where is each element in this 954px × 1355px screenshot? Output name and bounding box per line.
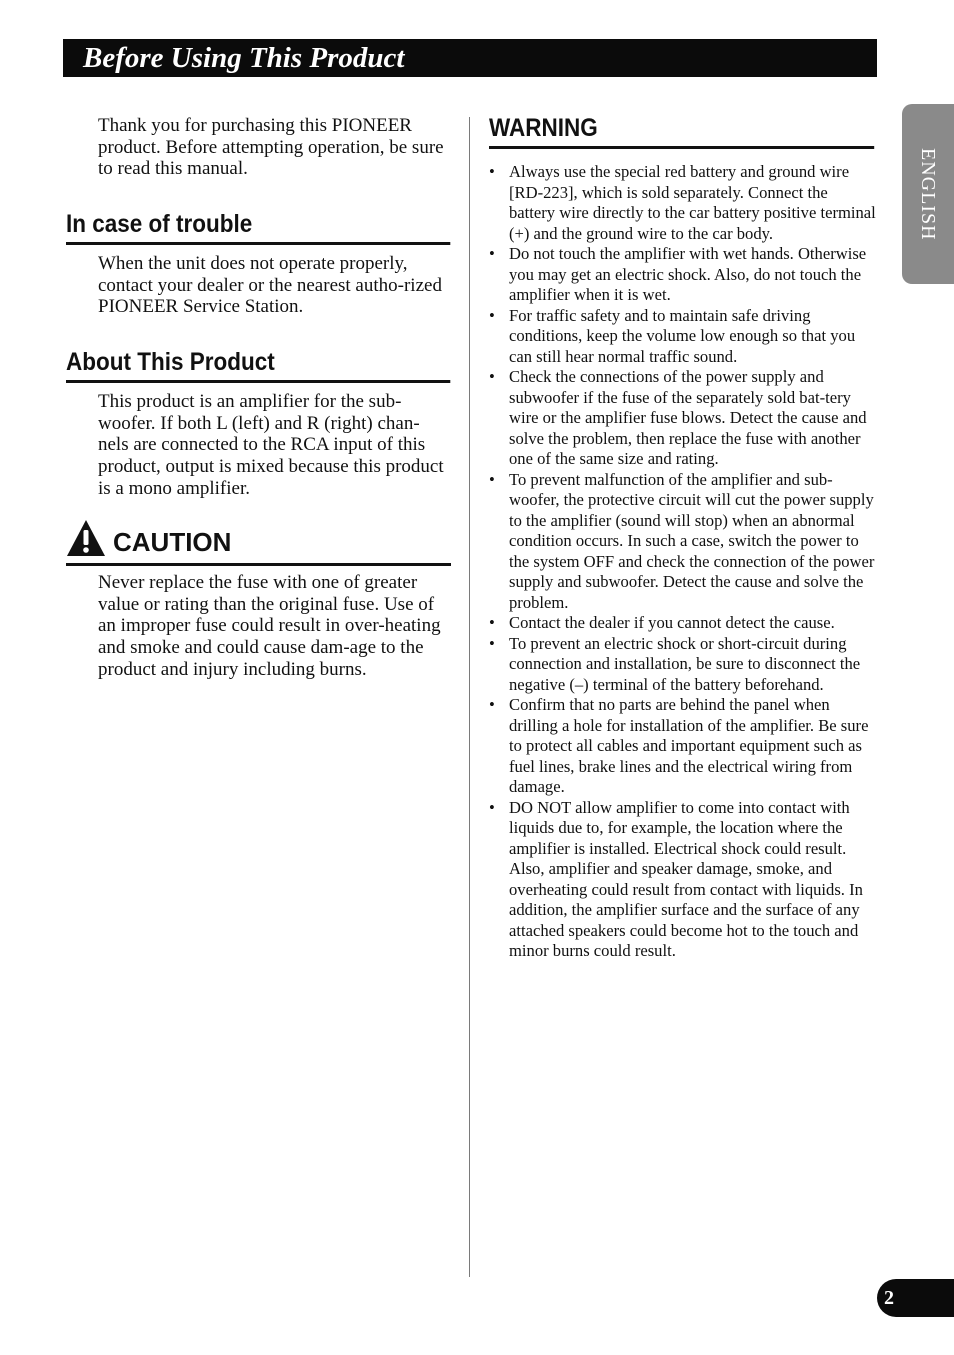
warning-item: • Confirm that no parts are behind the panel when drilling a hole for installation of the amplifier. Be sure to protect all cables and important equipment such as fuel lines, brake lines and the electrical wiring from damage. <box>488 695 876 798</box>
caution-heading <box>66 516 451 566</box>
page-number-tab <box>877 1279 954 1317</box>
trouble-paragraph: When the unit does not operate properly, contact your dealer or the nearest autho-rized PIONEER Service Station. <box>98 253 442 318</box>
warning-item: • Contact the dealer if you cannot detect the cause. <box>488 613 876 634</box>
page-title: Before Using This Product <box>83 42 405 74</box>
column-divider <box>469 117 470 1277</box>
warning-item: • Check the connections of the power supply and subwoofer if the fuse of the separately sold bat-tery wire or the amplifier fuse blows. Detect the cause and solve the problem, then replace the fuse with another one of the same size and rating. <box>488 367 876 470</box>
warning-item: • Do not touch the amplifier with wet hands. Otherwise you may get an electric shock. Also, do not touch the amplifier when it is wet. <box>488 244 876 306</box>
about-heading: About This Product <box>66 347 450 383</box>
about-paragraph: This product is an amplifier for the sub-woofer. If both L (left) and R (right) chan-nels are connected to the RCA input of this product, output is mixed because this product is a mono amplifier. <box>98 391 444 499</box>
language-tab <box>902 104 954 284</box>
caution-paragraph: Never replace the fuse with one of greater value or rating than the original fuse. Use of an improper fuse could result in over-heating and smoke and could cause dam-age to the product and injury including burns. <box>98 572 441 680</box>
trouble-heading: In case of trouble <box>66 209 450 245</box>
warning-heading: WARNING <box>489 113 874 149</box>
page-title-bar <box>63 39 877 77</box>
intro-paragraph: Thank you for purchasing this PIONEER product. Before attempting operation, be sure to read this manual. <box>98 115 444 180</box>
caution-label: CAUTION <box>113 527 232 557</box>
warning-item: • To prevent malfunction of the amplifier and sub-woofer, the protective circuit will cut the power supply to the amplifier (sound will stop) when an abnormal condition occurs. In such a case, switch the power to the system OFF and check the connection of the power supply and subwoofer. Detect the cause and solve the problem. <box>488 470 876 614</box>
language-label: ENGLISH <box>917 147 939 241</box>
warning-triangle-icon <box>66 519 106 557</box>
warning-item: • Always use the special red battery and ground wire [RD-223], which is sold separately. Connect the battery wire directly to the car battery positive terminal (+) and the ground wire to the car body. <box>488 162 876 244</box>
warning-item: • DO NOT allow amplifier to come into contact with liquids due to, for example, the location where the amplifier is installed. Electrical shock could result. Also, amplifier and speaker damage, smoke, and overheating could result from contact with liquids. In addition, the amplifier surface and the surface of any attached speakers could become hot to the touch and minor burns could result. <box>488 798 876 962</box>
warning-item: • To prevent an electric shock or short-circuit during connection and installation, be sure to disconnect the negative (–) terminal of the battery beforehand. <box>488 634 876 696</box>
warning-item: • For traffic safety and to maintain safe driving conditions, keep the volume low enough so that you can still hear normal traffic sound. <box>488 306 876 368</box>
page-number: 2 <box>884 1287 894 1309</box>
warning-list <box>488 162 876 962</box>
